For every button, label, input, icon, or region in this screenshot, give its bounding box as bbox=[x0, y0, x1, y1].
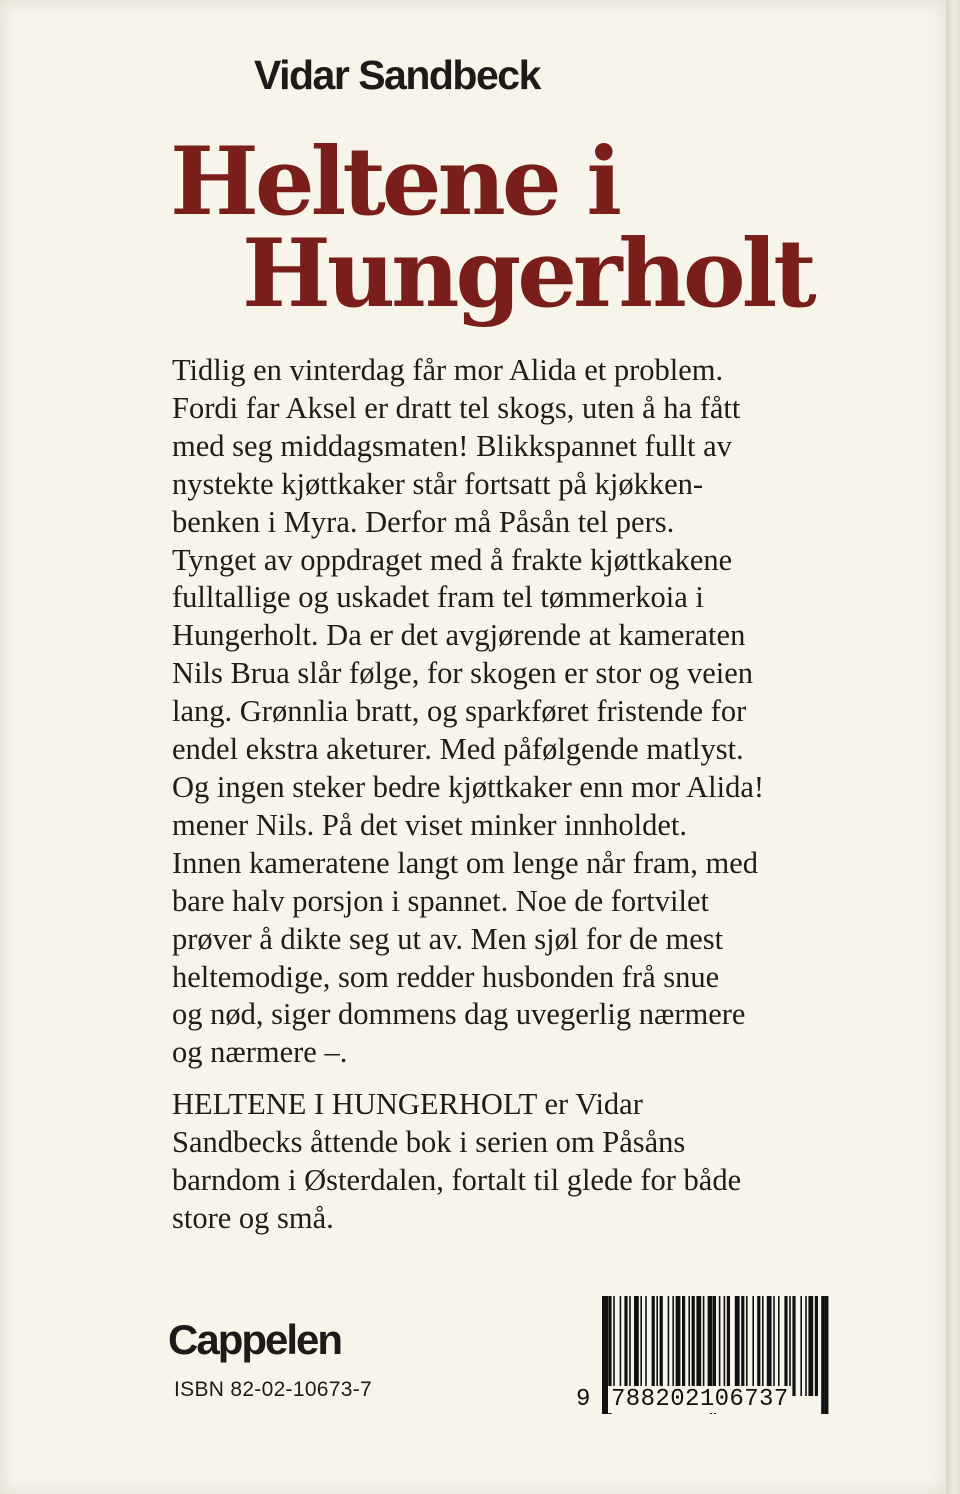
barcode-bar bbox=[792, 1296, 795, 1396]
blurb-line: Nils Brua slår følge, for skogen er stor og veien bbox=[172, 656, 754, 691]
barcode-bar bbox=[789, 1296, 791, 1396]
blurb-line: Fordi far Aksel er dratt tel skogs, uten å ha fått bbox=[172, 390, 741, 425]
blurb-line: fulltallige og uskadet fram tel tømmerkoia i bbox=[172, 580, 704, 615]
barcode-first-digit: 9 bbox=[576, 1386, 591, 1413]
barcode-bar bbox=[624, 1296, 627, 1396]
barcode-bar bbox=[746, 1296, 748, 1396]
book-title bbox=[170, 127, 813, 329]
barcode-bar bbox=[778, 1296, 780, 1396]
barcode-bar bbox=[784, 1296, 787, 1396]
barcode-bar bbox=[724, 1296, 726, 1396]
blurb-line: lang. Grønnlia bratt, og sparkføret fristende for bbox=[172, 694, 747, 729]
barcode-bar bbox=[620, 1296, 622, 1396]
blurb-line: endel ekstra aketurer. Med påfølgende matlyst. bbox=[172, 732, 744, 767]
barcode-bar bbox=[719, 1296, 721, 1396]
barcode-bar bbox=[656, 1296, 658, 1396]
isbn-number: ISBN 82-02-10673-7 bbox=[174, 1378, 373, 1401]
about-line: store og små. bbox=[172, 1200, 334, 1235]
blurb-line: mener Nils. På det viset minker innholdet. bbox=[172, 807, 688, 842]
barcode-bar bbox=[800, 1296, 802, 1396]
barcode-guard-bar bbox=[602, 1296, 604, 1414]
barcode-number: 788202106737 bbox=[608, 1386, 792, 1413]
barcode-bar bbox=[652, 1296, 655, 1396]
barcode-bar bbox=[682, 1296, 685, 1396]
blurb-line: og nærmere –. bbox=[172, 1035, 348, 1070]
barcode-bar bbox=[805, 1296, 807, 1396]
barcode-bar bbox=[815, 1296, 818, 1396]
blurb-line: bare halv porsjon i spannet. Noe de fortvilet bbox=[172, 883, 709, 918]
barcode-bar bbox=[757, 1296, 760, 1396]
barcode-bar bbox=[752, 1296, 754, 1396]
barcode-bar bbox=[634, 1296, 639, 1396]
blurb-line: benken i Myra. Derfor må Påsån tel pers. bbox=[172, 504, 675, 539]
barcode-bar bbox=[735, 1296, 740, 1396]
barcode-bar bbox=[741, 1296, 744, 1396]
blurb-line: med seg middagsmaten! Blikkspannet fullt av bbox=[172, 428, 732, 463]
author-name: Vidar Sandbeck bbox=[254, 52, 540, 98]
about-line: barndom i Østerdalen, fortalt til glede for både bbox=[172, 1162, 742, 1197]
blurb-line: Tidlig en vinterdag får mor Alida et problem. bbox=[172, 353, 724, 387]
about-line: HELTENE I HUNGERHOLT er Vidar bbox=[172, 1087, 643, 1121]
blurb-line: Og ingen steker bedre kjøttkaker enn mor Alida! bbox=[172, 769, 765, 804]
blurb-line: nystekte kjøttkaker står fortsatt på kjøkken- bbox=[172, 466, 704, 501]
cover-edge bbox=[946, 0, 960, 1494]
title-line-1: Heltene i bbox=[170, 127, 619, 237]
blurb-line: heltemodige, som redder husbonden frå snue bbox=[172, 959, 720, 994]
barcode-bar bbox=[703, 1296, 705, 1396]
blurb-paragraph bbox=[172, 352, 832, 1072]
barcode-guard-bar bbox=[822, 1296, 824, 1414]
barcode-bar bbox=[773, 1296, 775, 1396]
about-paragraph bbox=[172, 1086, 832, 1238]
barcode-bar bbox=[767, 1296, 772, 1396]
barcode-bar bbox=[727, 1296, 730, 1396]
blurb-line: og nød, siger dommens dag uvegerlig nærmere bbox=[172, 997, 746, 1032]
barcode-bar bbox=[613, 1296, 615, 1396]
barcode-bar bbox=[660, 1296, 663, 1396]
barcode-bar bbox=[696, 1296, 701, 1396]
title-line-2: Hungerholt bbox=[242, 219, 813, 329]
barcode-bar bbox=[808, 1296, 813, 1396]
barcode-bar bbox=[629, 1296, 631, 1396]
publisher-logo: Cappelen bbox=[168, 1316, 342, 1363]
barcode-bar bbox=[692, 1296, 695, 1396]
blurb-line: Innen kameratene langt om lenge når fram, med bbox=[172, 845, 759, 880]
barcode-bar bbox=[688, 1296, 690, 1396]
blurb-line: Hungerholt. Da er det avgjørende at kameraten bbox=[172, 618, 746, 653]
barcode-bar bbox=[762, 1296, 764, 1396]
barcode-bar bbox=[712, 1296, 714, 1396]
barcode-guard-bar bbox=[826, 1296, 828, 1414]
about-line: Sandbecks åttende bok i serien om Påsåns bbox=[172, 1124, 686, 1159]
barcode-bar bbox=[672, 1296, 674, 1396]
barcode bbox=[572, 1294, 830, 1416]
barcode-bar bbox=[645, 1296, 647, 1396]
barcode-bar bbox=[676, 1296, 681, 1396]
barcode-bar bbox=[640, 1296, 642, 1396]
blurb-line: prøver å dikte seg ut av. Men sjøl for de mest bbox=[172, 921, 724, 956]
blurb-line: Tynget av oppdraget med å frakte kjøttkakene bbox=[172, 542, 733, 577]
barcode-bar bbox=[668, 1296, 670, 1396]
